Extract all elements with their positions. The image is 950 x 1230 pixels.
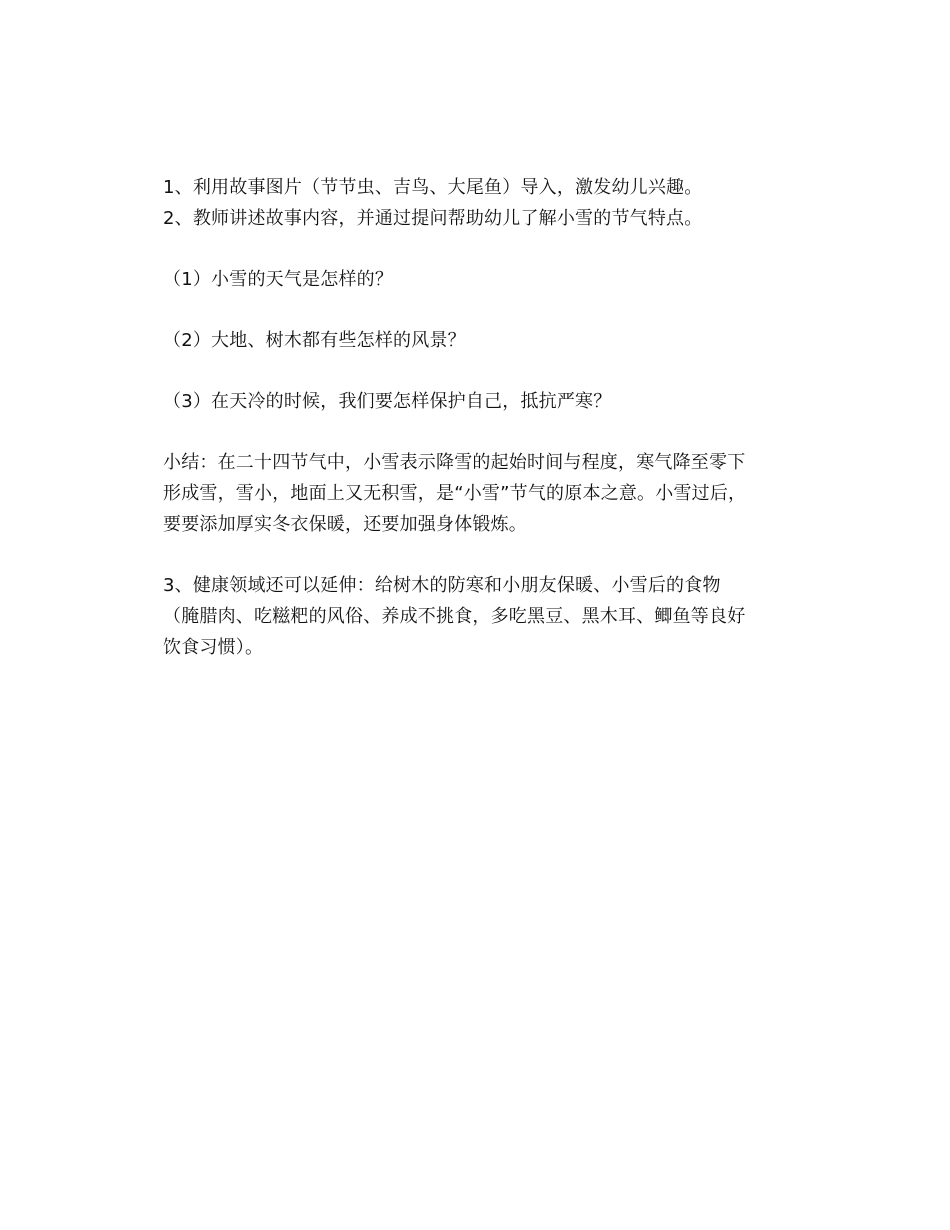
- question-2-text: （2）大地、树木都有些怎样的风景？: [163, 330, 466, 351]
- paragraph-spacer: [163, 295, 793, 325]
- summary-line-2: 形成雪，雪小，地面上又无积雪，是“小雪”节气的原本之意。小雪过后，: [163, 483, 747, 504]
- step-3-line-1: 3、健康领域还可以延伸：给树木的防寒和小朋友保暖、小雪后的食物: [163, 575, 721, 596]
- step-1-text: 1、利用故事图片（节节虫、吉鸟、大尾鱼）导入，激发幼儿兴趣。: [163, 177, 703, 198]
- summary-line-3: 要要添加厚实冬衣保暖，还要加强身体锻炼。: [163, 514, 527, 535]
- paragraph-spacer: [163, 234, 793, 264]
- step-3-line-2: （腌腊肉、吃糍粑的风俗、养成不挑食，多吃黑豆、黑木耳、鲫鱼等良好: [163, 606, 746, 627]
- step-2-text: 2、教师讲述故事内容，并通过提问帮助幼儿了解小雪的节气特点。: [163, 208, 703, 229]
- document-body: [163, 172, 793, 663]
- paragraph-spacer: [163, 540, 793, 570]
- question-3-text: （3）在天冷的时候，我们要怎样保护自己，抵抗严寒？: [163, 391, 612, 412]
- paragraph-spacer: [163, 356, 793, 386]
- summary-line-1: 小结：在二十四节气中，小雪表示降雪的起始时间与程度，寒气降至零下: [163, 452, 746, 473]
- paragraph-spacer: [163, 417, 793, 447]
- question-1-text: （1）小雪的天气是怎样的？: [163, 269, 394, 290]
- step-3-line-3: 饮食习惯）。: [163, 637, 264, 658]
